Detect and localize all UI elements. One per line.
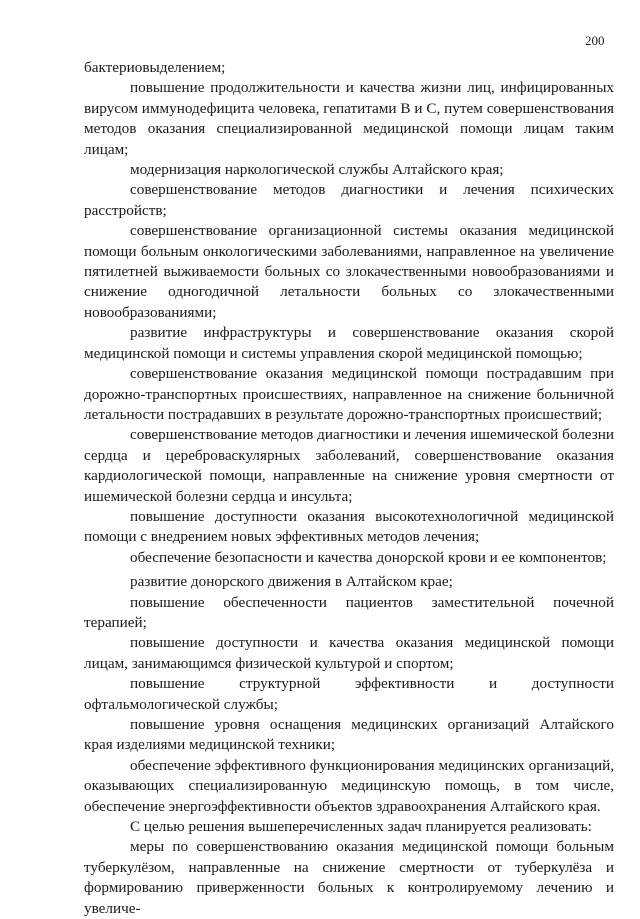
paragraph-cardiology: совершенствование методов диагностики и лечения ишемической болезни сердца и цереброваскулярных заболеваний, совершенствование оказания кардиологической помощи, направленные на снижение уровня смертности от ишемической болезни сердца и инсульта; xyxy=(84,426,614,505)
paragraph-medical-organizations: обеспечение эффективного функционирования медицинских организаций, оказывающих специализированную медицинскую помощь, в том числе, обеспечение энергоэффективности объектов здравоохранения Алтайского края. xyxy=(84,756,614,815)
paragraph-tuberculosis-measures: меры по совершенствованию оказания медицинской помощи больным туберкулёзом, направленные на снижение смертности от туберкулёза и формированию приверженности больных к контролируемому лечению и увеличе- xyxy=(84,838,614,917)
paragraph-renal-therapy: повышение обеспеченности пациентов заместительной почечной терапией; xyxy=(84,593,614,631)
document-body xyxy=(84,58,614,919)
paragraph-donor-movement: развитие донорского движения в Алтайском крае; xyxy=(130,573,453,591)
paragraph-narcology-service: модернизация наркологической службы Алтайского края; xyxy=(130,161,504,179)
paragraph-hiv-hepatitis: повышение продолжительности и качества жизни лиц, инфицированных вирусом иммунодефицита человека, гепатитами В и С, путем совершенствования методов оказания специализированной медицинской помощи лицам таким лицам; xyxy=(84,79,614,158)
paragraph-road-accidents: совершенствование оказания медицинской помощи пострадавшим при дорожно-транспортных происшествиях, направленное на снижение больничной летальности пострадавших в результате дорожно-транспортных происшествий; xyxy=(84,365,614,423)
paragraph-ophthalmology: повышение структурной эффективности и доступности офтальмологической службы; xyxy=(84,675,614,713)
paragraph-donor-blood: обеспечение безопасности и качества донорской крови и ее компонентов; xyxy=(130,548,607,566)
paragraph-emergency-care: развитие инфраструктуры и совершенствование оказания скорой медицинской помощи и системы управления скорой медицинской помощью; xyxy=(84,324,614,362)
paragraph-bacterial-excretion: бактериовыделением; xyxy=(84,59,226,76)
paragraph-implementation-intro: С целью решения вышеперечисленных задач планируется реализовать: xyxy=(130,818,592,836)
paragraph-mental-disorders: совершенствование методов диагностики и лечения психических расстройств; xyxy=(84,181,614,219)
paragraph-high-tech-care: повышение доступности оказания высокотехнологичной медицинской помощи с внедрением новых эффективных методов лечения; xyxy=(84,507,614,546)
paragraph-sports-medicine: повышение доступности и качества оказания медицинской помощи лицам, занимающимся физической культурой и спортом; xyxy=(84,634,614,672)
page-number: 200 xyxy=(585,33,605,48)
paragraph-medical-equipment: повышение уровня оснащения медицинских организаций Алтайского края изделиями медицинской техники; xyxy=(84,716,614,754)
paragraph-oncology: совершенствование организационной системы оказания медицинской помощи больным онкологическими заболеваниями, направленное на увеличение пятилетней выживаемости больных со злокачественными новообразованиями и снижение одногодичной летальности больных со злокачественными новообразованиями; xyxy=(84,222,614,321)
